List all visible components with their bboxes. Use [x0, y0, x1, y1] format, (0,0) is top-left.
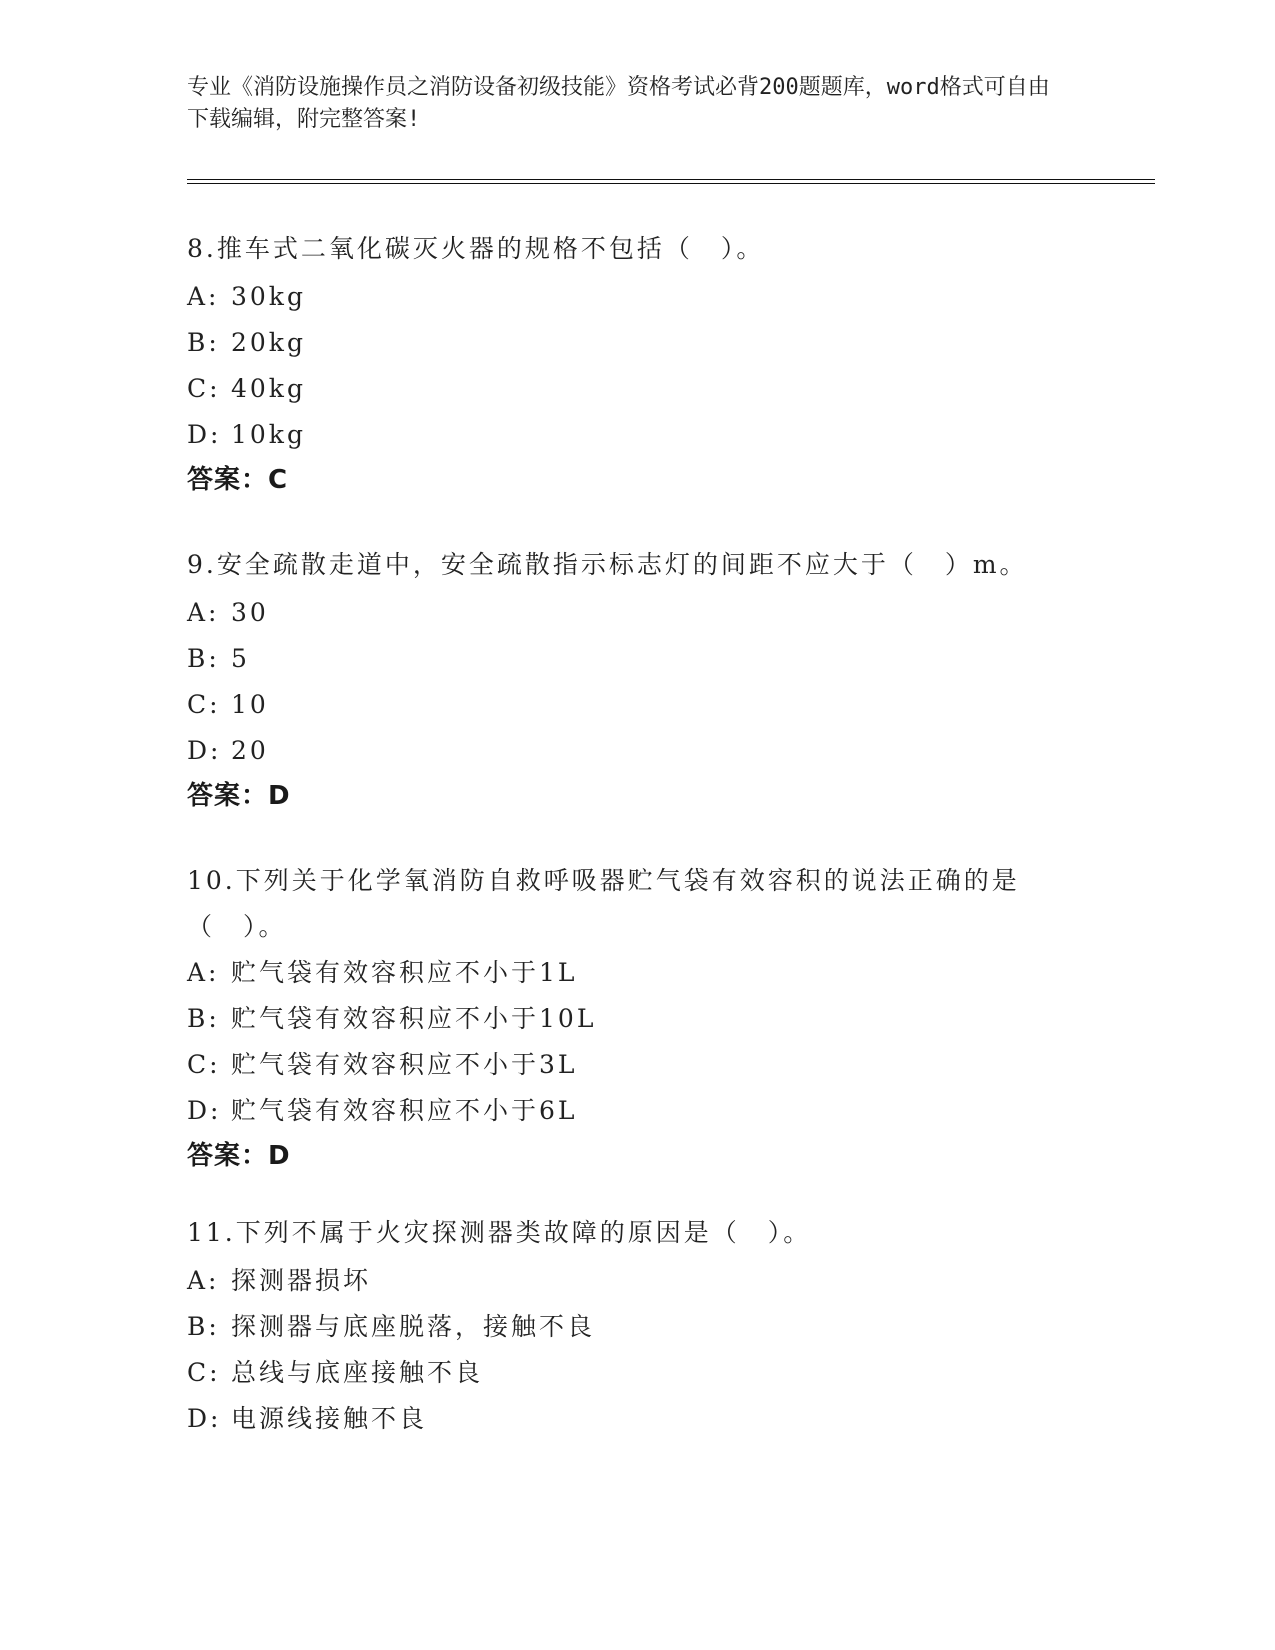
answer-label: 答案：D: [187, 781, 291, 811]
option-text: 30kg: [231, 282, 306, 311]
option-text: 探测器损坏: [231, 1266, 372, 1295]
option-text: 10kg: [231, 420, 306, 449]
option-text: 贮气袋有效容积应不小于6L: [231, 1096, 578, 1125]
question-9: [187, 548, 1087, 818]
option-letter: C:: [187, 690, 221, 719]
option-b: [187, 320, 1087, 366]
header-divider-bottom: [187, 183, 1155, 184]
option-text: 20: [231, 736, 269, 765]
option-text: 30: [231, 598, 269, 627]
option-c: [187, 1350, 1087, 1396]
option-text: 总线与底座接触不良: [231, 1358, 484, 1387]
document-header: 专业《消防设施操作员之消防设备初级技能》资格考试必背200题题库，word格式可自由下载编辑，附完整答案!: [187, 75, 1050, 132]
header-divider-top: [187, 179, 1155, 180]
option-text: 电源线接触不良: [231, 1404, 428, 1433]
option-c: [187, 1042, 1067, 1088]
option-letter: D:: [187, 1404, 222, 1433]
option-text: 贮气袋有效容积应不小于1L: [231, 958, 578, 987]
option-c: [187, 682, 1087, 728]
question-stem: 10.下列关于化学氧消防自救呼吸器贮气袋有效容积的说法正确的是（ ）。: [187, 866, 1020, 941]
question-stem: 11.下列不属于火灾探测器类故障的原因是（ ）。: [187, 1218, 812, 1247]
option-b: [187, 996, 1067, 1042]
option-letter: C:: [187, 1050, 221, 1079]
option-letter: A:: [187, 598, 220, 627]
option-text: 5: [231, 644, 250, 673]
option-text: 10: [231, 690, 269, 719]
option-text: 40kg: [231, 374, 306, 403]
answer-label: 答案：C: [187, 465, 289, 495]
option-a: [187, 274, 1087, 320]
option-a: [187, 950, 1067, 996]
option-d: [187, 412, 1087, 458]
option-d: [187, 1088, 1067, 1134]
option-letter: D:: [187, 736, 222, 765]
option-d: [187, 728, 1087, 774]
question-stem: 8.推车式二氧化碳灭火器的规格不包括（ ）。: [187, 234, 765, 263]
option-letter: C:: [187, 1358, 221, 1387]
option-letter: C:: [187, 374, 221, 403]
option-text: 探测器与底座脱落，接触不良: [231, 1312, 596, 1341]
option-c: [187, 366, 1087, 412]
option-text: 贮气袋有效容积应不小于3L: [231, 1050, 578, 1079]
option-letter: A:: [187, 282, 220, 311]
option-letter: B:: [187, 644, 220, 673]
option-text: 20kg: [231, 328, 306, 357]
option-text: 贮气袋有效容积应不小于10L: [231, 1004, 597, 1033]
option-letter: A:: [187, 958, 220, 987]
option-d: [187, 1396, 1087, 1442]
option-letter: B:: [187, 1312, 220, 1341]
question-stem: 9.安全疏散走道中，安全疏散指示标志灯的间距不应大于（ ）m。: [187, 550, 1028, 579]
option-letter: D:: [187, 1096, 222, 1125]
option-b: [187, 636, 1087, 682]
answer-label: 答案：D: [187, 1141, 291, 1171]
question-11: [187, 1216, 1087, 1442]
question-8: [187, 232, 1087, 502]
option-a: [187, 590, 1087, 636]
option-letter: B:: [187, 328, 220, 357]
option-a: [187, 1258, 1087, 1304]
option-b: [187, 1304, 1087, 1350]
option-letter: A:: [187, 1266, 220, 1295]
option-letter: D:: [187, 420, 222, 449]
question-10: [187, 864, 1067, 1178]
option-letter: B:: [187, 1004, 220, 1033]
